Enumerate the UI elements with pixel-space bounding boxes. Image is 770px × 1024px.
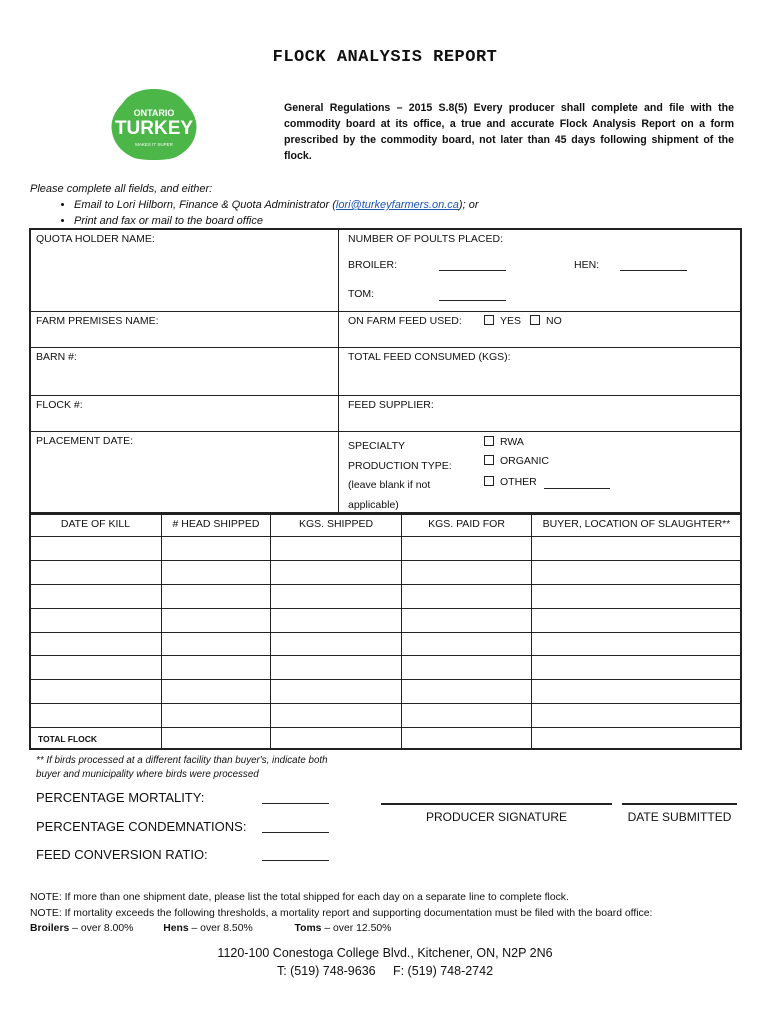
logo-line2: TURKEY (114, 118, 194, 139)
poults-placed-label: NUMBER OF POULTS PLACED: (348, 233, 503, 245)
email-link[interactable]: lori@turkeyfarmers.on.ca (335, 199, 459, 211)
tom-field[interactable] (439, 288, 506, 301)
feed-no-option[interactable]: NO (530, 315, 562, 327)
hen-field[interactable] (620, 258, 687, 271)
other-checkbox[interactable] (484, 476, 494, 486)
page-title: FLOCK ANALYSIS REPORT (272, 48, 498, 67)
on-farm-feed-label: ON FARM FEED USED: (348, 315, 462, 327)
ontario-turkey-logo (106, 86, 202, 162)
logo-line1: ONTARIO (133, 108, 175, 118)
address-line-2: T: (519) 748-9636 F: (519) 748-2742 (276, 964, 494, 978)
condemnations-label: PERCENTAGE CONDEMNATIONS: (36, 819, 247, 834)
rwa-checkbox[interactable] (484, 436, 494, 446)
date-submitted-label: DATE SUBMITTED (627, 810, 732, 824)
col-buyer-location: BUYER, LOCATION OF SLAUGHTER** (542, 518, 731, 530)
organic-checkbox[interactable] (484, 455, 494, 465)
col-head-shipped: # HEAD SHIPPED (172, 518, 260, 530)
note-2: NOTE: If mortality exceeds the following thresholds, a mortality report and supporting documentation must be filed with the board office: (30, 908, 653, 919)
instructions-print: • Print and fax or mail to the board office (74, 213, 478, 229)
total-feed-label: TOTAL FEED CONSUMED (KGS): (348, 351, 511, 363)
broiler-field[interactable] (439, 258, 506, 271)
instructions (30, 181, 478, 229)
total-flock-label: TOTAL FLOCK (38, 734, 98, 744)
farm-premises-label: FARM PREMISES NAME: (36, 315, 159, 327)
rwa-option[interactable]: RWA (484, 436, 524, 448)
hen-label: HEN: (574, 259, 600, 271)
condemnations-field[interactable] (262, 820, 329, 833)
regulation-text: General Regulations – 2015 S.8(5) Every producer shall complete and file with the commodity board at its office, a true and accurate Flock Analysis Report on a form prescribed by the commodity board, not later than 45 days following shipment of the flock. (284, 102, 734, 162)
address (0, 944, 770, 980)
other-field[interactable] (544, 476, 610, 489)
other-option[interactable]: OTHER (484, 476, 537, 488)
address-line-1: 1120-100 Conestoga College Blvd., Kitchener, ON, N2P 2N6 (217, 946, 553, 960)
col-date-of-kill: DATE OF KILL (60, 518, 131, 530)
mortality-label: PERCENTAGE MORTALITY: (36, 790, 205, 805)
note-1: NOTE: If more than one shipment date, please list the total shipped for each day on a separate line to complete flock. (30, 892, 569, 903)
instructions-intro: Please complete all fields, and either: (30, 183, 213, 195)
mortality-field[interactable] (262, 791, 329, 804)
feed-supplier-label: FEED SUPPLIER: (348, 399, 434, 411)
organic-option[interactable]: ORGANIC (484, 455, 549, 467)
col-kgs-paid: KGS. PAID FOR (428, 518, 505, 530)
thresholds: Broilers – over 8.00% Hens – over 8.50% Toms – over 12.50% (30, 923, 392, 934)
date-line[interactable] (622, 803, 737, 805)
yes-checkbox[interactable] (484, 315, 494, 325)
producer-signature-label: PRODUCER SIGNATURE (425, 810, 568, 824)
barn-label: BARN #: (36, 351, 77, 363)
logo-tagline: MAKES IT SUPER (135, 142, 173, 147)
broiler-label: BROILER: (348, 259, 398, 271)
flock-label: FLOCK #: (36, 399, 83, 411)
signature-line[interactable] (381, 803, 612, 805)
feed-conversion-label: FEED CONVERSION RATIO: (36, 847, 208, 862)
footnote: ** If birds processed at a different facility than buyer's, indicate both buyer and municipality where birds were processed (36, 755, 328, 780)
feed-yes-option[interactable]: YES (484, 315, 521, 327)
placement-date-label: PLACEMENT DATE: (36, 435, 134, 447)
col-kgs-shipped: KGS. SHIPPED (298, 518, 374, 530)
instructions-email: • Email to Lori Hilborn, Finance & Quota Administrator (lori@turkeyfarmers.on.ca); or (74, 197, 478, 213)
quota-holder-label: QUOTA HOLDER NAME: (36, 233, 155, 245)
specialty-label: SPECIALTY PRODUCTION TYPE: (leave blank if not applicable) (348, 440, 452, 511)
no-checkbox[interactable] (530, 315, 540, 325)
tom-label: TOM: (348, 288, 375, 300)
feed-conversion-field[interactable] (262, 848, 329, 861)
